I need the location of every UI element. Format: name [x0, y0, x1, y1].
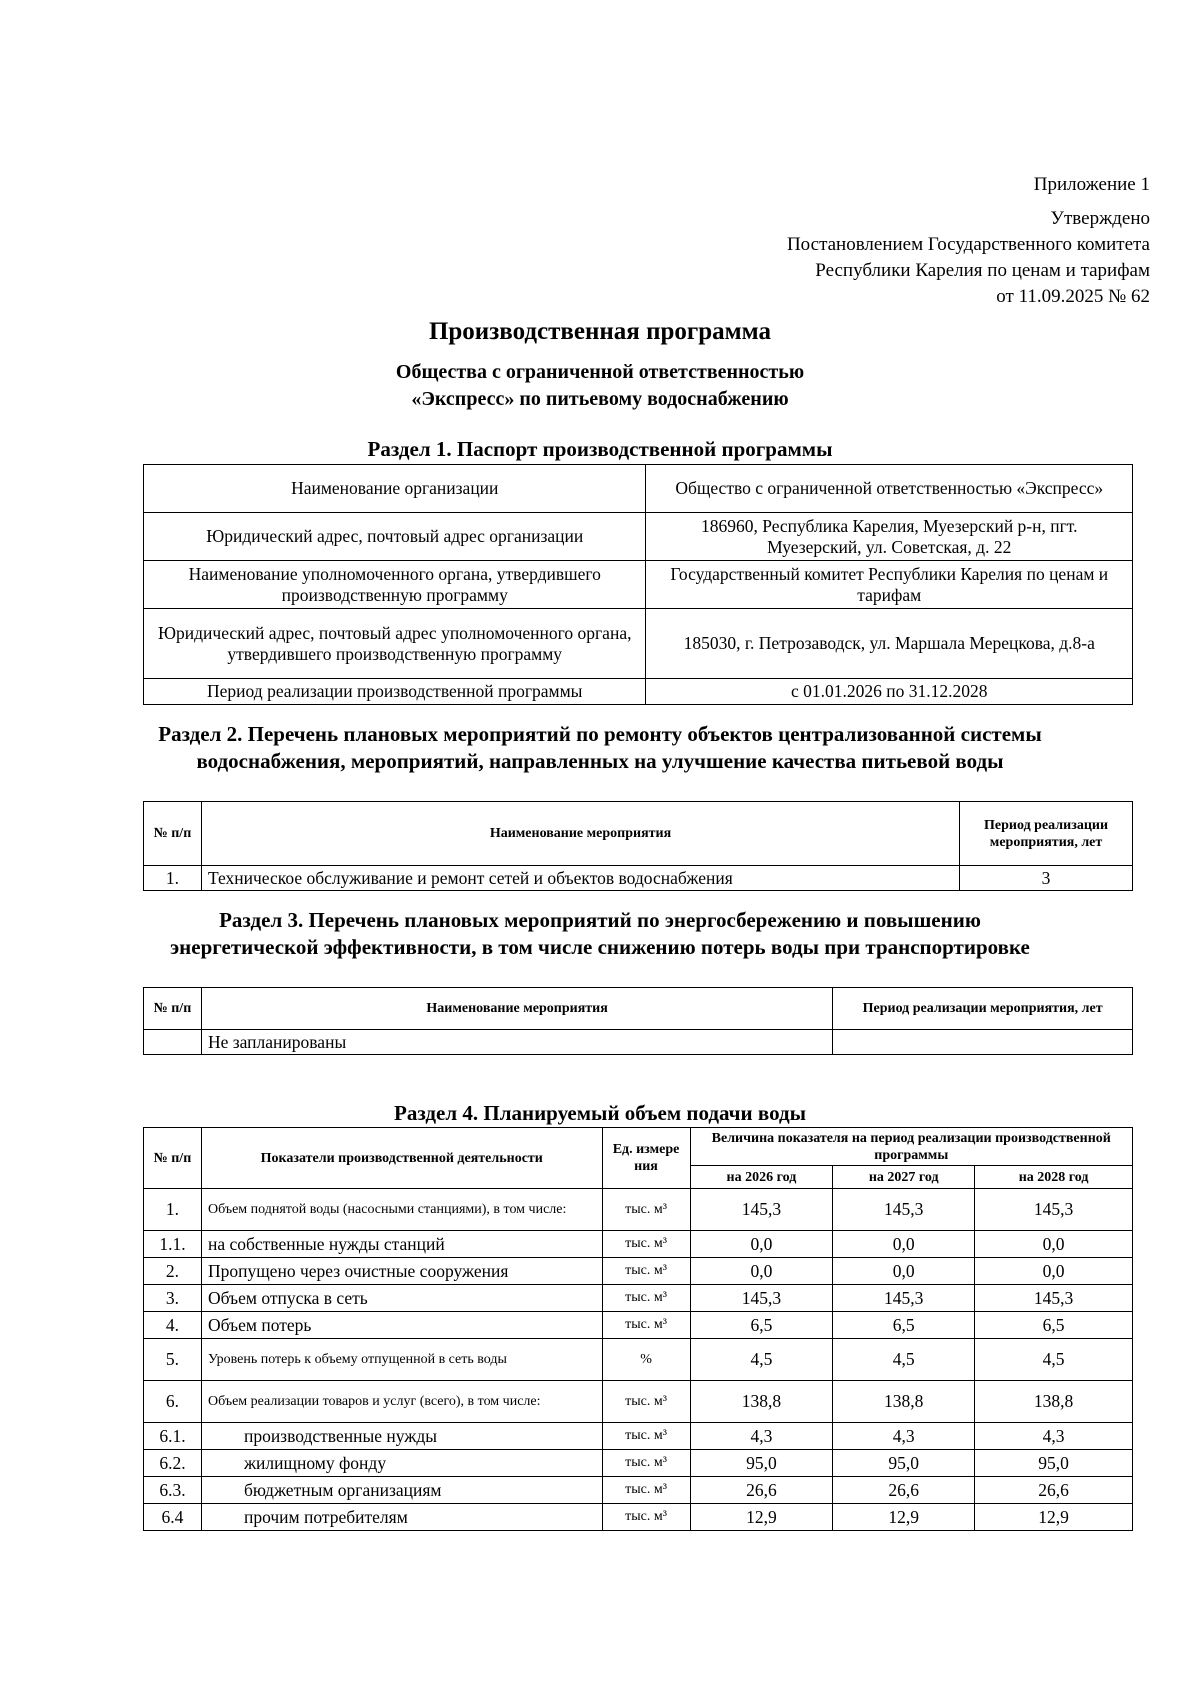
row-value-2027: 145,3 — [833, 1285, 975, 1312]
passport-value: с 01.01.2026 по 31.12.2028 — [646, 679, 1133, 705]
row-value-2026: 4,5 — [690, 1339, 833, 1381]
col-header-num: № п/п — [144, 1128, 202, 1189]
table-row — [144, 1423, 1133, 1450]
table-row — [144, 1258, 1133, 1285]
row-value-2026: 145,3 — [690, 1285, 833, 1312]
table-header-row — [144, 988, 1133, 1030]
row-value-2027: 4,5 — [833, 1339, 975, 1381]
row-unit: тыс. м³ — [602, 1231, 690, 1258]
row-num: 4. — [144, 1312, 202, 1339]
row-unit: тыс. м³ — [602, 1504, 690, 1531]
row-value-2028: 26,6 — [975, 1477, 1133, 1504]
row-value-2027: 6,5 — [833, 1312, 975, 1339]
passport-label: Юридический адрес, почтовый адрес организации — [144, 513, 646, 561]
row-value-2026: 12,9 — [690, 1504, 833, 1531]
section-3-title: Раздел 3. Перечень плановых мероприятий по энергосбережению и повышению энергетической эффективности, в том числе снижению потерь воды при транспортировке — [170, 908, 1030, 959]
row-indicator: Объем поднятой воды (насосными станциями), в том числе: — [201, 1189, 602, 1231]
table-row — [144, 1030, 1133, 1055]
row-unit: тыс. м³ — [602, 1258, 690, 1285]
col-header-num: № п/п — [144, 988, 202, 1030]
table-row — [144, 609, 1133, 679]
water-supply-table — [143, 1127, 1133, 1531]
row-unit: тыс. м³ — [602, 1450, 690, 1477]
row-value-2028: 4,5 — [975, 1339, 1133, 1381]
approval-line-3: от 11.09.2025 № 62 — [996, 286, 1150, 307]
row-value-2028: 145,3 — [975, 1285, 1133, 1312]
row-value-2026: 95,0 — [690, 1450, 833, 1477]
row-indicator: прочим потребителям — [201, 1504, 602, 1531]
row-value-2028: 4,3 — [975, 1423, 1133, 1450]
table-row — [144, 1450, 1133, 1477]
row-indicator: производственные нужды — [201, 1423, 602, 1450]
row-num: 6.4 — [144, 1504, 202, 1531]
row-value-2027: 0,0 — [833, 1231, 975, 1258]
approval-line-1: Постановлением Государственного комитета — [786, 234, 1150, 255]
row-period — [833, 1030, 1133, 1055]
row-value-2028: 12,9 — [975, 1504, 1133, 1531]
table-row — [144, 561, 1133, 609]
row-name: Не запланированы — [201, 1030, 832, 1055]
row-value-2028: 138,8 — [975, 1381, 1133, 1423]
document-subtitle — [0, 359, 1200, 413]
row-num: 6.3. — [144, 1477, 202, 1504]
col-header-num: № п/п — [144, 802, 202, 866]
row-value-2026: 26,6 — [690, 1477, 833, 1504]
row-num — [144, 1030, 202, 1055]
col-header-period: Период реализации мероприятия, лет — [833, 988, 1133, 1030]
row-unit: тыс. м³ — [602, 1381, 690, 1423]
table-row — [144, 465, 1133, 513]
row-num: 1. — [144, 866, 202, 891]
col-header-year-2028: на 2028 год — [975, 1166, 1133, 1189]
energy-measures-table — [143, 987, 1133, 1055]
table-row — [144, 1312, 1133, 1339]
table-row — [144, 1381, 1133, 1423]
row-value-2027: 26,6 — [833, 1477, 975, 1504]
passport-value: Государственный комитет Республики Карелия по ценам и тарифам — [646, 561, 1133, 609]
col-header-period: Период реализации мероприятия, лет — [960, 802, 1133, 866]
row-value-2027: 145,3 — [833, 1189, 975, 1231]
col-header-name: Наименование мероприятия — [201, 802, 959, 866]
row-indicator: Объем отпуска в сеть — [201, 1285, 602, 1312]
col-header-name: Наименование мероприятия — [201, 988, 832, 1030]
table-row — [144, 1189, 1133, 1231]
row-indicator: жилищному фонду — [201, 1450, 602, 1477]
row-value-2026: 4,3 — [690, 1423, 833, 1450]
appendix-label: Приложение 1 — [1033, 174, 1150, 195]
table-row — [144, 1339, 1133, 1381]
row-num: 3. — [144, 1285, 202, 1312]
row-value-2026: 6,5 — [690, 1312, 833, 1339]
approved-label: Утверждено — [1050, 208, 1150, 229]
row-unit: тыс. м³ — [602, 1423, 690, 1450]
row-name: Техническое обслуживание и ремонт сетей и объектов водоснабжения — [201, 866, 959, 891]
passport-label: Наименование уполномоченного органа, утвердившего производственную программу — [144, 561, 646, 609]
document-title: Производственная программа — [428, 318, 772, 345]
row-value-2027: 12,9 — [833, 1504, 975, 1531]
row-value-2026: 138,8 — [690, 1381, 833, 1423]
row-value-2026: 145,3 — [690, 1189, 833, 1231]
section-1-title: Раздел 1. Паспорт производственной программы — [367, 437, 833, 461]
row-unit: тыс. м³ — [602, 1189, 690, 1231]
row-indicator: на собственные нужды станций — [201, 1231, 602, 1258]
passport-label: Период реализации производственной программы — [144, 679, 646, 705]
row-num: 1. — [144, 1189, 202, 1231]
row-num: 6. — [144, 1381, 202, 1423]
col-header-value: Величина показателя на период реализации производственной программы — [690, 1128, 1133, 1166]
row-value-2028: 0,0 — [975, 1258, 1133, 1285]
repair-measures-table — [143, 801, 1133, 891]
table-row — [144, 866, 1133, 891]
row-value-2028: 145,3 — [975, 1189, 1133, 1231]
row-num: 2. — [144, 1258, 202, 1285]
subtitle-line-1: Общества с ограниченной ответственностью — [395, 361, 805, 383]
table-row — [144, 1504, 1133, 1531]
row-value-2026: 0,0 — [690, 1258, 833, 1285]
subtitle-line-2: «Экспресс» по питьевому водоснабжению — [411, 388, 789, 410]
passport-table — [143, 464, 1133, 705]
row-indicator: Объем реализации товаров и услуг (всего), в том числе: — [201, 1381, 602, 1423]
row-num: 6.2. — [144, 1450, 202, 1477]
row-num: 5. — [144, 1339, 202, 1381]
passport-label: Наименование организации — [144, 465, 646, 513]
approval-line-2: Республики Карелия по ценам и тарифам — [815, 260, 1150, 281]
row-indicator: Уровень потерь к объему отпущенной в сеть воды — [201, 1339, 602, 1381]
table-header-row — [144, 802, 1133, 866]
passport-label: Юридический адрес, почтовый адрес уполномоченного органа, утвердившего производственную программу — [144, 609, 646, 679]
row-unit: тыс. м³ — [602, 1285, 690, 1312]
table-row — [144, 1477, 1133, 1504]
row-value-2026: 0,0 — [690, 1231, 833, 1258]
section-2-title: Раздел 2. Перечень плановых мероприятий по ремонту объектов централизованной системы водоснабжения, мероприятий, направленных на улучшение качества питьевой воды — [158, 722, 1042, 773]
row-period: 3 — [960, 866, 1133, 891]
approval-header — [787, 172, 1150, 310]
table-row — [144, 513, 1133, 561]
col-header-unit: Ед. измере ния — [602, 1128, 690, 1189]
table-header-row — [144, 1128, 1133, 1166]
col-header-year-2026: на 2026 год — [690, 1166, 833, 1189]
row-value-2028: 6,5 — [975, 1312, 1133, 1339]
row-unit: % — [602, 1339, 690, 1381]
row-indicator: бюджетным организациям — [201, 1477, 602, 1504]
col-header-indicator: Показатели производственной деятельности — [201, 1128, 602, 1189]
section-4-title: Раздел 4. Планируемый объем подачи воды — [394, 1101, 806, 1125]
row-num: 6.1. — [144, 1423, 202, 1450]
table-row — [144, 679, 1133, 705]
row-value-2027: 4,3 — [833, 1423, 975, 1450]
table-row — [144, 1231, 1133, 1258]
row-value-2027: 0,0 — [833, 1258, 975, 1285]
row-value-2027: 95,0 — [833, 1450, 975, 1477]
col-header-year-2027: на 2027 год — [833, 1166, 975, 1189]
row-indicator: Объем потерь — [201, 1312, 602, 1339]
table-row — [144, 1285, 1133, 1312]
passport-value: 186960, Республика Карелия, Муезерский р-н, пгт. Муезерский, ул. Советская, д. 22 — [646, 513, 1133, 561]
row-num: 1.1. — [144, 1231, 202, 1258]
row-value-2028: 95,0 — [975, 1450, 1133, 1477]
passport-value: Общество с ограниченной ответственностью «Экспресс» — [646, 465, 1133, 513]
row-indicator: Пропущено через очистные сооружения — [201, 1258, 602, 1285]
row-value-2028: 0,0 — [975, 1231, 1133, 1258]
row-value-2027: 138,8 — [833, 1381, 975, 1423]
passport-value: 185030, г. Петрозаводск, ул. Маршала Мерецкова, д.8-а — [646, 609, 1133, 679]
row-unit: тыс. м³ — [602, 1312, 690, 1339]
row-unit: тыс. м³ — [602, 1477, 690, 1504]
